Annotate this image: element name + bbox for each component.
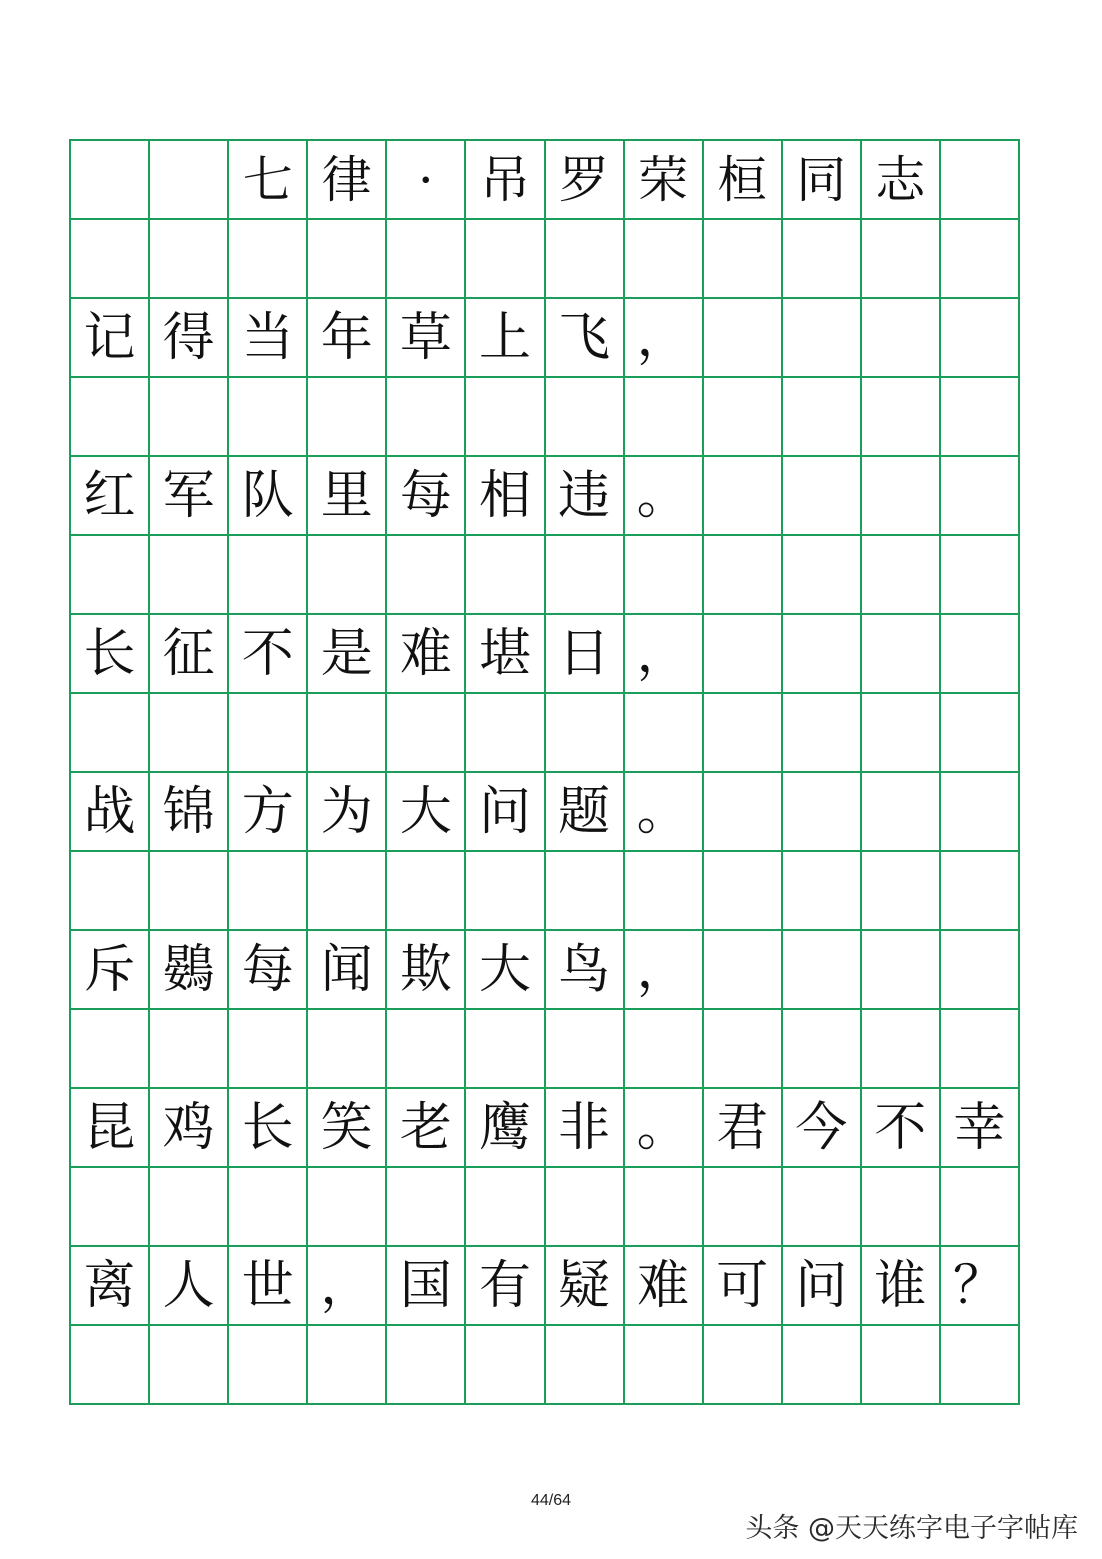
grid-cell-empty	[546, 852, 625, 931]
grid-cell-empty	[150, 1010, 229, 1089]
grid-cell-empty	[783, 1168, 862, 1247]
grid-cell-character: 斥	[71, 931, 150, 1010]
grid-cell-empty	[387, 220, 466, 299]
grid-cell-empty	[941, 141, 1020, 220]
grid-cell-empty	[625, 1326, 704, 1405]
grid-cell-empty	[704, 457, 783, 536]
grid-cell-empty	[466, 1326, 545, 1405]
grid-cell-empty	[783, 773, 862, 852]
grid-cell-empty	[704, 852, 783, 931]
grid-cell-character: 律	[308, 141, 387, 220]
grid-cell-empty	[625, 694, 704, 773]
grid-cell-empty	[783, 931, 862, 1010]
grid-cell-character: ·	[387, 141, 466, 220]
grid-cell-empty	[941, 615, 1020, 694]
grid-cell-character: 桓	[704, 141, 783, 220]
grid-cell-character: 欺	[387, 931, 466, 1010]
grid-cell-empty	[783, 536, 862, 615]
grid-cell-empty	[71, 1168, 150, 1247]
grid-cell-character: 战	[71, 773, 150, 852]
grid-cell-empty	[546, 378, 625, 457]
grid-cell-empty	[466, 852, 545, 931]
grid-cell-empty	[229, 1010, 308, 1089]
grid-cell-empty	[308, 1168, 387, 1247]
grid-cell-character: 今	[783, 1089, 862, 1168]
grid-cell-character: 人	[150, 1247, 229, 1326]
grid-cell-character: 有	[466, 1247, 545, 1326]
grid-cell-character: 离	[71, 1247, 150, 1326]
grid-cell-empty	[387, 852, 466, 931]
grid-cell-character: 难	[625, 1247, 704, 1326]
grid-cell-empty	[71, 378, 150, 457]
grid-cell-empty	[229, 852, 308, 931]
grid-cell-character: ，	[625, 931, 704, 1010]
grid-cell-empty	[862, 378, 941, 457]
grid-cell-empty	[941, 694, 1020, 773]
grid-cell-empty	[704, 220, 783, 299]
grid-cell-empty	[941, 1326, 1020, 1405]
grid-cell-empty	[150, 852, 229, 931]
grid-cell-empty	[387, 1010, 466, 1089]
grid-cell-empty	[466, 536, 545, 615]
grid-cell-character: 为	[308, 773, 387, 852]
grid-cell-empty	[783, 694, 862, 773]
grid-cell-empty	[308, 1010, 387, 1089]
grid-cell-empty	[704, 536, 783, 615]
grid-cell-character: 君	[704, 1089, 783, 1168]
grid-cell-character: 堪	[466, 615, 545, 694]
grid-cell-empty	[71, 852, 150, 931]
grid-cell-empty	[862, 457, 941, 536]
grid-cell-character: ，	[625, 299, 704, 378]
grid-cell-character: 上	[466, 299, 545, 378]
grid-cell-empty	[862, 773, 941, 852]
grid-cell-empty	[466, 220, 545, 299]
grid-cell-character: 荣	[625, 141, 704, 220]
grid-cell-character: 锦	[150, 773, 229, 852]
grid-cell-character: 日	[546, 615, 625, 694]
grid-cell-empty	[387, 378, 466, 457]
grid-cell-character: 同	[783, 141, 862, 220]
grid-cell-empty	[941, 299, 1020, 378]
grid-cell-empty	[625, 1168, 704, 1247]
grid-cell-empty	[704, 615, 783, 694]
grid-cell-empty	[387, 694, 466, 773]
grid-cell-empty	[308, 1326, 387, 1405]
grid-cell-empty	[783, 852, 862, 931]
grid-cell-empty	[862, 299, 941, 378]
grid-cell-empty	[150, 220, 229, 299]
grid-cell-character: 。	[625, 773, 704, 852]
grid-cell-character: 吊	[466, 141, 545, 220]
grid-cell-character: 得	[150, 299, 229, 378]
grid-cell-empty	[71, 141, 150, 220]
grid-cell-empty	[387, 1168, 466, 1247]
grid-cell-character: 问	[783, 1247, 862, 1326]
grid-cell-empty	[150, 1326, 229, 1405]
grid-cell-character: 相	[466, 457, 545, 536]
grid-cell-empty	[862, 1168, 941, 1247]
grid-cell-character: 里	[308, 457, 387, 536]
grid-cell-empty	[941, 457, 1020, 536]
grid-cell-character: 问	[466, 773, 545, 852]
grid-cell-empty	[466, 694, 545, 773]
grid-cell-empty	[862, 1010, 941, 1089]
grid-cell-character: 是	[308, 615, 387, 694]
grid-cell-empty	[71, 694, 150, 773]
grid-cell-empty	[862, 1326, 941, 1405]
grid-cell-character: 鸟	[546, 931, 625, 1010]
grid-cell-empty	[625, 220, 704, 299]
grid-cell-empty	[229, 1168, 308, 1247]
grid-cell-empty	[862, 852, 941, 931]
grid-cell-empty	[546, 694, 625, 773]
grid-cell-empty	[783, 1326, 862, 1405]
grid-cell-empty	[862, 615, 941, 694]
grid-cell-character: 笑	[308, 1089, 387, 1168]
grid-cell-character: 飞	[546, 299, 625, 378]
grid-cell-empty	[783, 457, 862, 536]
grid-cell-character: 当	[229, 299, 308, 378]
grid-cell-empty	[862, 931, 941, 1010]
grid-cell-empty	[387, 1326, 466, 1405]
grid-cell-character: 志	[862, 141, 941, 220]
grid-cell-character: 草	[387, 299, 466, 378]
grid-cell-empty	[704, 299, 783, 378]
grid-cell-character: 大	[466, 931, 545, 1010]
grid-cell-empty	[150, 141, 229, 220]
grid-cell-character: 疑	[546, 1247, 625, 1326]
grid-cell-character: 七	[229, 141, 308, 220]
grid-cell-character: 难	[387, 615, 466, 694]
grid-cell-empty	[625, 852, 704, 931]
grid-cell-character: 。	[625, 1089, 704, 1168]
grid-cell-empty	[704, 1168, 783, 1247]
grid-cell-empty	[229, 536, 308, 615]
grid-cell-empty	[229, 1326, 308, 1405]
grid-cell-character: 长	[229, 1089, 308, 1168]
grid-cell-empty	[546, 1010, 625, 1089]
grid-cell-character: 闻	[308, 931, 387, 1010]
grid-cell-empty	[229, 220, 308, 299]
grid-cell-empty	[625, 378, 704, 457]
grid-cell-character: 记	[71, 299, 150, 378]
grid-cell-empty	[71, 1326, 150, 1405]
watermark: 头条 @天天练字电子字帖库	[745, 1513, 1078, 1544]
grid-cell-character: 鹰	[466, 1089, 545, 1168]
grid-cell-empty	[783, 299, 862, 378]
grid-cell-empty	[466, 378, 545, 457]
grid-cell-character: 罗	[546, 141, 625, 220]
grid-cell-empty	[546, 220, 625, 299]
grid-cell-character: 不	[862, 1089, 941, 1168]
grid-cell-character: 国	[387, 1247, 466, 1326]
grid-cell-character: 每	[229, 931, 308, 1010]
grid-cell-character: 。	[625, 457, 704, 536]
grid-cell-character: 幸	[941, 1089, 1020, 1168]
grid-cell-empty	[941, 536, 1020, 615]
grid-cell-character: ，	[308, 1247, 387, 1326]
grid-cell-empty	[546, 1326, 625, 1405]
grid-cell-empty	[387, 536, 466, 615]
grid-cell-empty	[783, 1010, 862, 1089]
grid-cell-empty	[150, 378, 229, 457]
grid-cell-character: ，	[625, 615, 704, 694]
grid-cell-empty	[704, 694, 783, 773]
grid-cell-empty	[308, 378, 387, 457]
grid-cell-empty	[941, 378, 1020, 457]
grid-cell-empty	[704, 1010, 783, 1089]
grid-cell-character: 长	[71, 615, 150, 694]
grid-cell-empty	[941, 220, 1020, 299]
grid-cell-empty	[941, 773, 1020, 852]
page-number: 44/64	[530, 1492, 572, 1509]
grid-cell-character: 大	[387, 773, 466, 852]
grid-cell-empty	[941, 1168, 1020, 1247]
grid-cell-empty	[704, 378, 783, 457]
grid-cell-character: 征	[150, 615, 229, 694]
grid-cell-empty	[625, 1010, 704, 1089]
grid-cell-empty	[704, 931, 783, 1010]
grid-cell-character: 老	[387, 1089, 466, 1168]
grid-cell-character: 队	[229, 457, 308, 536]
grid-cell-empty	[71, 220, 150, 299]
grid-cell-empty	[625, 536, 704, 615]
grid-cell-character: 非	[546, 1089, 625, 1168]
grid-cell-character: 题	[546, 773, 625, 852]
grid-cell-empty	[704, 1326, 783, 1405]
grid-cell-empty	[71, 1010, 150, 1089]
grid-cell-empty	[150, 1168, 229, 1247]
grid-cell-character: 昆	[71, 1089, 150, 1168]
grid-cell-empty	[308, 694, 387, 773]
grid-cell-empty	[546, 1168, 625, 1247]
grid-cell-character: 方	[229, 773, 308, 852]
grid-cell-empty	[308, 220, 387, 299]
grid-cell-character: 年	[308, 299, 387, 378]
grid-cell-character: 可	[704, 1247, 783, 1326]
grid-cell-character: 不	[229, 615, 308, 694]
grid-cell-character: 每	[387, 457, 466, 536]
grid-cell-empty	[783, 220, 862, 299]
grid-cell-character: 鸡	[150, 1089, 229, 1168]
grid-cell-empty	[546, 536, 625, 615]
grid-cell-character: 鷃	[150, 931, 229, 1010]
grid-cell-character: 世	[229, 1247, 308, 1326]
grid-cell-empty	[783, 615, 862, 694]
grid-cell-empty	[466, 1168, 545, 1247]
grid-cell-empty	[229, 694, 308, 773]
practice-grid	[69, 139, 1020, 1405]
grid-cell-character: ？	[941, 1247, 1020, 1326]
grid-cell-empty	[862, 220, 941, 299]
grid-cell-empty	[783, 378, 862, 457]
grid-cell-character: 红	[71, 457, 150, 536]
grid-cell-character: 违	[546, 457, 625, 536]
grid-cell-empty	[941, 931, 1020, 1010]
grid-cell-empty	[308, 536, 387, 615]
grid-cell-empty	[229, 378, 308, 457]
grid-cell-empty	[941, 852, 1020, 931]
grid-cell-character: 军	[150, 457, 229, 536]
grid-cell-empty	[862, 694, 941, 773]
grid-cell-character: 谁	[862, 1247, 941, 1326]
grid-cell-empty	[862, 536, 941, 615]
grid-cell-empty	[150, 694, 229, 773]
grid-cell-empty	[941, 1010, 1020, 1089]
grid-cell-empty	[150, 536, 229, 615]
grid-cell-empty	[704, 773, 783, 852]
grid-cell-empty	[71, 536, 150, 615]
grid-cell-empty	[466, 1010, 545, 1089]
grid-cell-empty	[308, 852, 387, 931]
